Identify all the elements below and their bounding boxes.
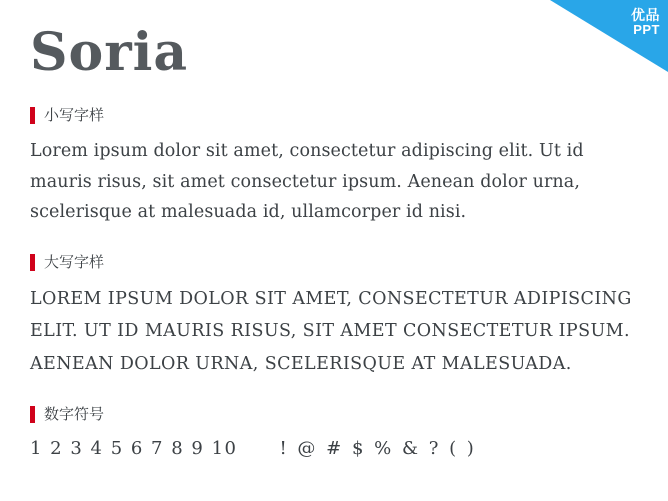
sample-digits: 1 2 3 4 5 6 7 8 9 10 [30,438,238,460]
section-lowercase-title: 小写字样 [44,106,105,125]
section-lowercase [28,107,640,228]
sample-text-numerals [28,435,640,464]
section-uppercase-title: 大写字样 [44,253,105,272]
sample-text-uppercase: LOREM IPSUM DOLOR SIT AMET, CONSECTETUR ADIPISCING ELIT. UT ID MAURIS RISUS, SIT AMET CONSECTETUR IPSUM. AENEAN DOLOR URNA, SCELERISQUE AT MALESUADA. [30,289,632,374]
accent-bar-icon [30,254,35,271]
accent-bar-icon [30,406,35,423]
section-numerals-title: 数字符号 [44,405,105,424]
ribbon-label-line2: PPT [633,22,660,38]
section-uppercase [28,254,640,380]
ribbon-label-line1: 优品 [631,7,660,23]
section-numerals-header [28,406,640,423]
corner-ribbon [550,0,668,72]
ribbon-label [631,7,660,38]
sample-text-lowercase: Lorem ipsum dolor sit amet, consectetur adipiscing elit. Ut id mauris risus, sit amet consectetur ipsum. Aenean dolor urna, scelerisque at malesuada id, ullamcorper id nisi. [30,141,584,223]
sample-symbols: ! @ # $ % & ? ( ) [279,438,477,460]
numerals-row [30,435,640,464]
section-uppercase-header [28,254,640,271]
section-lowercase-header [28,107,640,124]
page-title: Soria [30,22,189,83]
accent-bar-icon [30,107,35,124]
section-numerals [28,406,640,464]
